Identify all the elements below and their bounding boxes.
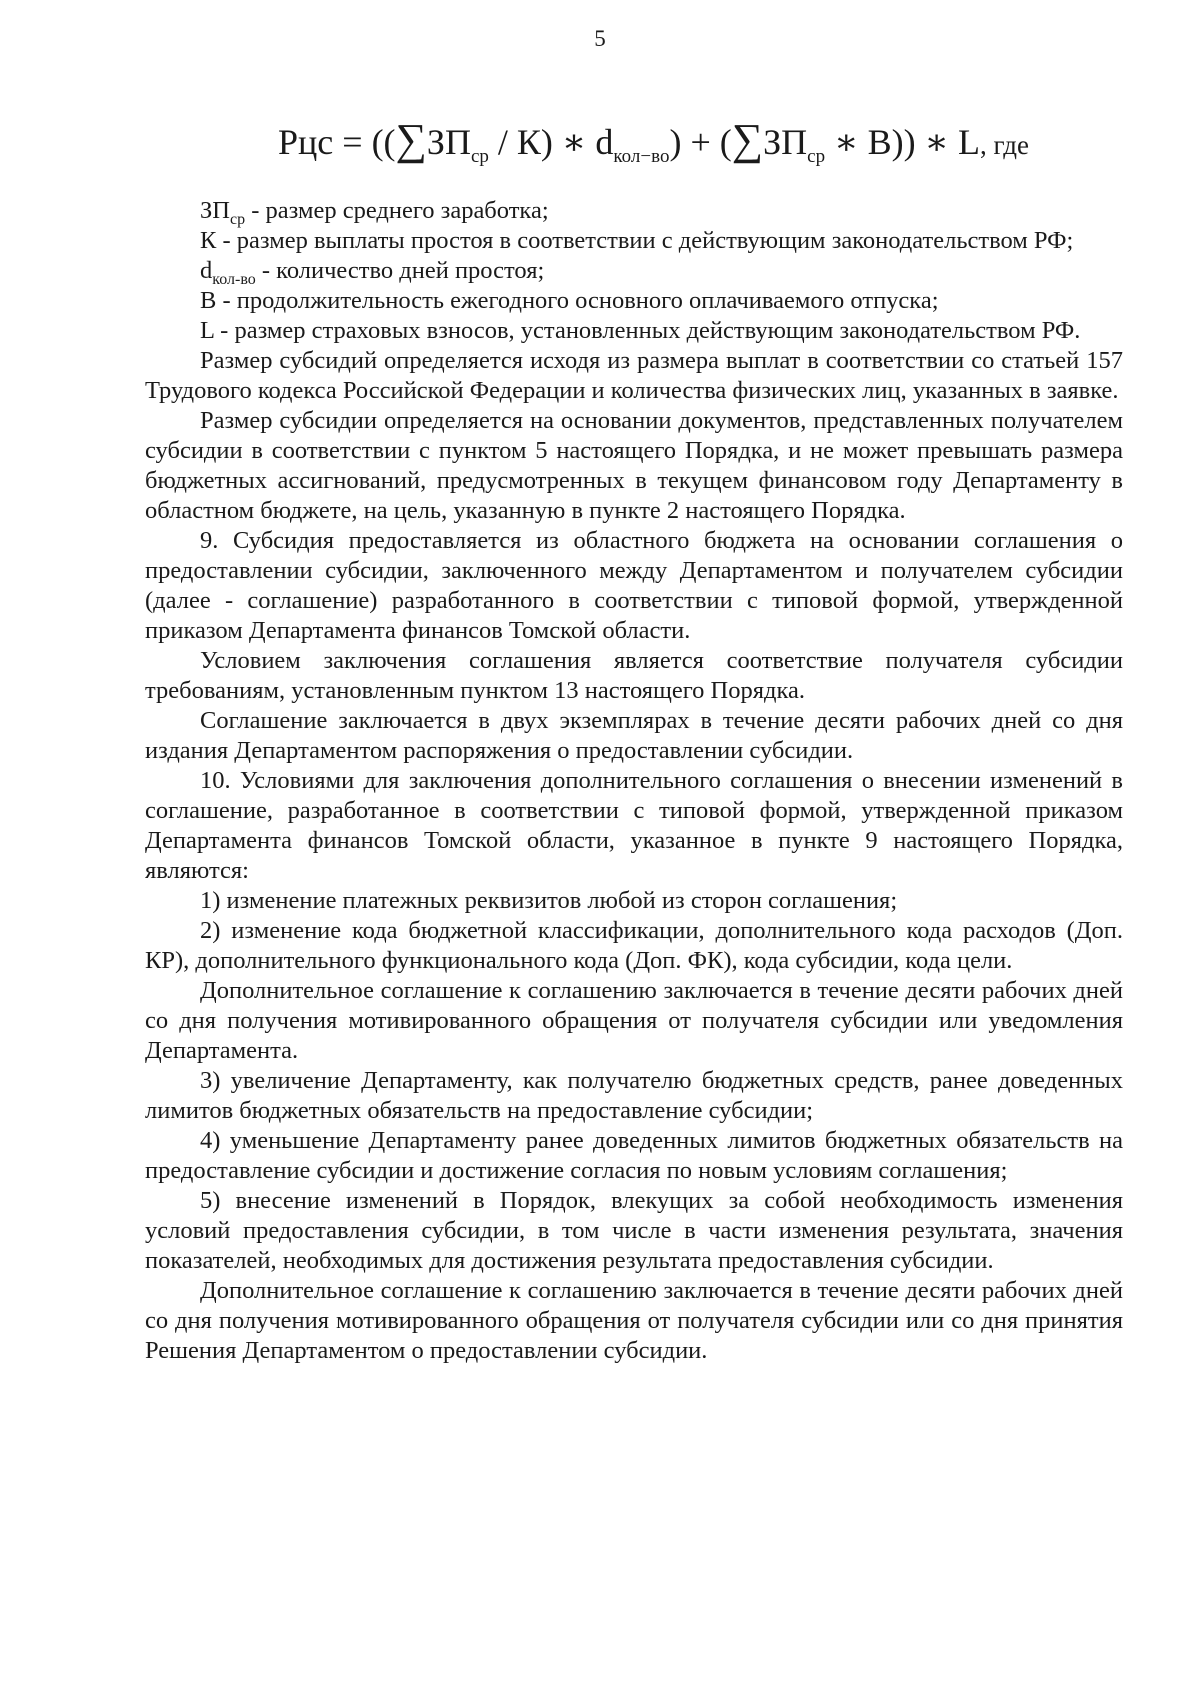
paragraph: Соглашение заключается в двух экземплярах в течение десяти рабочих дней со дня издания Департаментом распоряжения о предоставлении субсидии. (145, 707, 1123, 764)
paragraph: 3) увеличение Департаменту, как получателю бюджетных средств, ранее доведенных лимитов бюджетных обязательств на предоставление субсидии; (145, 1067, 1123, 1124)
formula-lhs: Рцс (278, 122, 334, 162)
definition-b: В - продолжительность ежегодного основного оплачиваемого отпуска; (200, 287, 939, 314)
paragraph: 10. Условиями для заключения дополнительного соглашения о внесении изменений в соглашение, разработанное в соответствии с типовой формой, утвержденной приказом Департамента финансов Томской области, указанное в пункте 9 настоящего Порядка, являются: (145, 767, 1123, 884)
paragraph: 2) изменение кода бюджетной классификации, дополнительного кода расходов (Доп. КР), дополнительного функционального кода (Доп. ФК), кода субсидии, кода цели. (145, 917, 1123, 974)
formula-div-k: / К) ∗ d (488, 122, 614, 162)
formula-mul-b: ∗ В)) ∗ L (825, 122, 981, 162)
formula-zp: ЗП (763, 122, 808, 162)
definition-k: К - размер выплаты простоя в соответствии с действующим законодательством РФ; (200, 227, 1074, 254)
paragraph: Дополнительное соглашение к соглашению заключается в течение десяти рабочих дней со дня получения мотивированного обращения от получателя субсидии или со дня принятия Решения Департаментом о предоставлении субсидии. (145, 1277, 1123, 1364)
paragraph: 1) изменение платежных реквизитов любой из сторон соглашения; (200, 887, 898, 914)
formula-zp-sub: ср (470, 146, 489, 168)
page-number: 5 (594, 26, 606, 51)
paragraph: 9. Субсидия предоставляется из областного бюджета на основании соглашения о предоставлении субсидии, заключенного между Департаментом и получателем субсидии (далее - соглашение) разработанного в соответствии с типовой формой, утвержденной приказом Департамента финансов Томской области. (145, 527, 1123, 644)
body-text (145, 196, 1123, 1366)
formula-suffix: , где (980, 130, 1029, 160)
formula-d-sub: кол−во (613, 146, 670, 168)
sum-symbol: ∑ (395, 115, 427, 164)
formula-zp: ЗП (426, 122, 471, 162)
paragraph: Условием заключения соглашения является соответствие получателя субсидии требованиям, установленным пунктом 13 настоящего Порядка. (145, 647, 1123, 704)
paragraph: Размер субсидий определяется исходя из размера выплат в соответствии со статьей 157 Трудового кодекса Российской Федерации и количества физических лиц, указанных в заявке. (145, 347, 1123, 404)
definition-d: $d_{кол-во}$ - количество дней простоя; (200, 257, 545, 288)
formula-mid: ) + ( (669, 122, 732, 162)
definition-l: L - размер страховых взносов, установленных действующим законодательством РФ. (200, 317, 1081, 344)
formula-eq: = (( (333, 122, 396, 162)
paragraph: 5) внесение изменений в Порядок, влекущих за собой необходимость изменения условий предоставления субсидии, в том числе в части изменения результата, значения показателей, необходимых для достижения результата предоставления субсидии. (145, 1187, 1123, 1274)
sum-symbol: ∑ (731, 115, 764, 164)
paragraph: 4) уменьшение Департаменту ранее доведенных лимитов бюджетных обязательств на предоставление субсидии и достижение согласия по новым условиям соглашения; (145, 1127, 1123, 1184)
paragraph: Размер субсидии определяется на основании документов, представленных получателем субсидии в соответствии с пунктом 5 настоящего Порядка, и не может превышать размера бюджетных ассигнований, предусмотренных в текущем финансовом году Департаменту в областном бюджете, на цель, указанную в пункте 2 настоящего Порядка. (145, 407, 1123, 524)
formula-zp-sub: ср (807, 146, 826, 168)
paragraph: Дополнительное соглашение к соглашению заключается в течение десяти рабочих дней со дня получения мотивированного обращения от получателя субсидии или уведомления Департамента. (145, 977, 1123, 1064)
definition-zp: $ЗП_{ср}$ - размер среднего заработка; (200, 197, 549, 228)
formula (278, 112, 1029, 185)
